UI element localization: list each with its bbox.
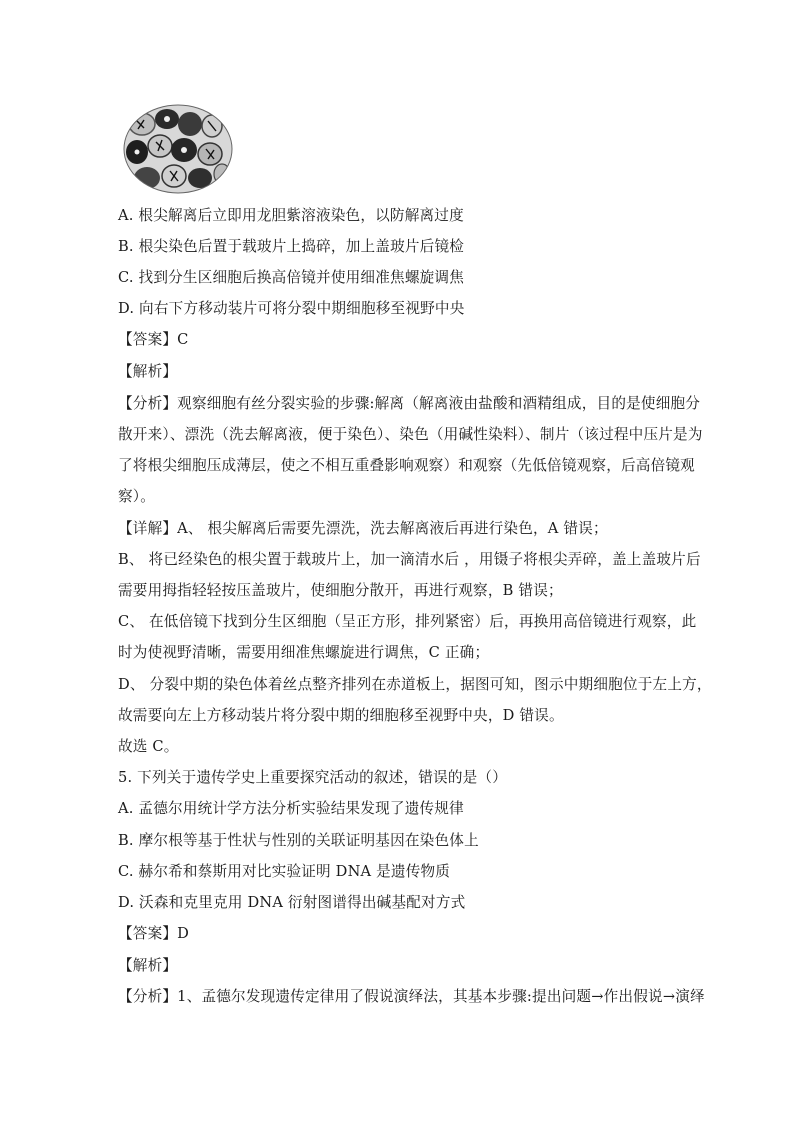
q5-answer: 【答案】D bbox=[118, 925, 190, 942]
q5-analysis-line: 【分析】1、孟德尔发现遗传定律用了假说演绎法，其基本步骤:提出问题→作出假说→演绎 bbox=[118, 988, 705, 1005]
q4-analysis-line: 散开来）、漂洗（洗去解离液，便于染色）、染色（用碱性染料）、制片（该过程中压片是为 bbox=[118, 426, 703, 443]
q4-option-b: B. 根尖染色后置于载玻片上捣碎，加上盖玻片后镜检 bbox=[118, 238, 465, 255]
q5-option-b: B. 摩尔根等基于性状与性别的关联证明基因在染色体上 bbox=[118, 832, 479, 849]
q4-detail-line: 故需要向左上方移动装片将分裂中期的细胞移至视野中央，D 错误。 bbox=[118, 707, 564, 724]
q4-detail-line: C、 在低倍镜下找到分生区细胞（呈正方形，排列紧密）后，再换用高倍镜进行观察，此 bbox=[118, 613, 697, 630]
q4-option-a: A. 根尖解离后立即用龙胆紫溶液染色，以防解离过度 bbox=[118, 207, 464, 224]
q4-detail-line: B、 将已经染色的根尖置于载玻片上，加一滴清水后 ，用镊子将根尖弄碎，盖上盖玻片后 bbox=[118, 551, 701, 568]
q4-detail-line: D、 分裂中期的染色体着丝点整齐排列在赤道板上，据图可知，图示中期细胞位于左上方， bbox=[118, 676, 712, 693]
q5-option-c: C. 赫尔希和蔡斯用对比实验证明 DNA 是遗传物质 bbox=[118, 863, 451, 880]
q4-detail-line: 【详解】A、 根尖解离后需要先漂洗，洗去解离液后再进行染色，A 错误； bbox=[118, 520, 608, 537]
q4-detail-line: 需要用拇指轻轻按压盖玻片，使细胞分散开，再进行观察，B 错误； bbox=[118, 582, 563, 599]
q4-analysis-line: 察）。 bbox=[118, 488, 156, 505]
micrograph-cells-icon bbox=[122, 104, 234, 194]
q5-option-d: D. 沃森和克里克用 DNA 衍射图谱得出碱基配对方式 bbox=[118, 894, 466, 911]
q4-conclusion: 故选 C。 bbox=[118, 738, 179, 755]
q4-detail-line: 时为使视野清晰，需要用细准焦螺旋进行调焦，C 正确； bbox=[118, 644, 490, 661]
q5-question: 5. 下列关于遗传学史上重要探究活动的叙述，错误的是（） bbox=[118, 769, 508, 786]
q4-analysis-line: 了将根尖细胞压成薄层，使之不相互重叠影响观察）和观察（先低倍镜观察，后高倍镜观 bbox=[118, 457, 695, 474]
q4-option-c: C. 找到分生区细胞后换高倍镜并使用细准焦螺旋调焦 bbox=[118, 269, 464, 286]
q4-option-d: D. 向右下方移动装片可将分裂中期细胞移至视野中央 bbox=[118, 300, 465, 317]
q5-option-a: A. 孟德尔用统计学方法分析实验结果发现了遗传规律 bbox=[118, 800, 464, 817]
q5-analysis-heading: 【解析】 bbox=[118, 957, 178, 974]
q4-analysis-heading: 【解析】 bbox=[118, 363, 178, 380]
q4-answer: 【答案】C bbox=[118, 331, 189, 348]
q4-analysis-line: 【分析】观察细胞有丝分裂实验的步骤:解离（解离液由盐酸和酒精组成，目的是使细胞分 bbox=[118, 395, 701, 412]
